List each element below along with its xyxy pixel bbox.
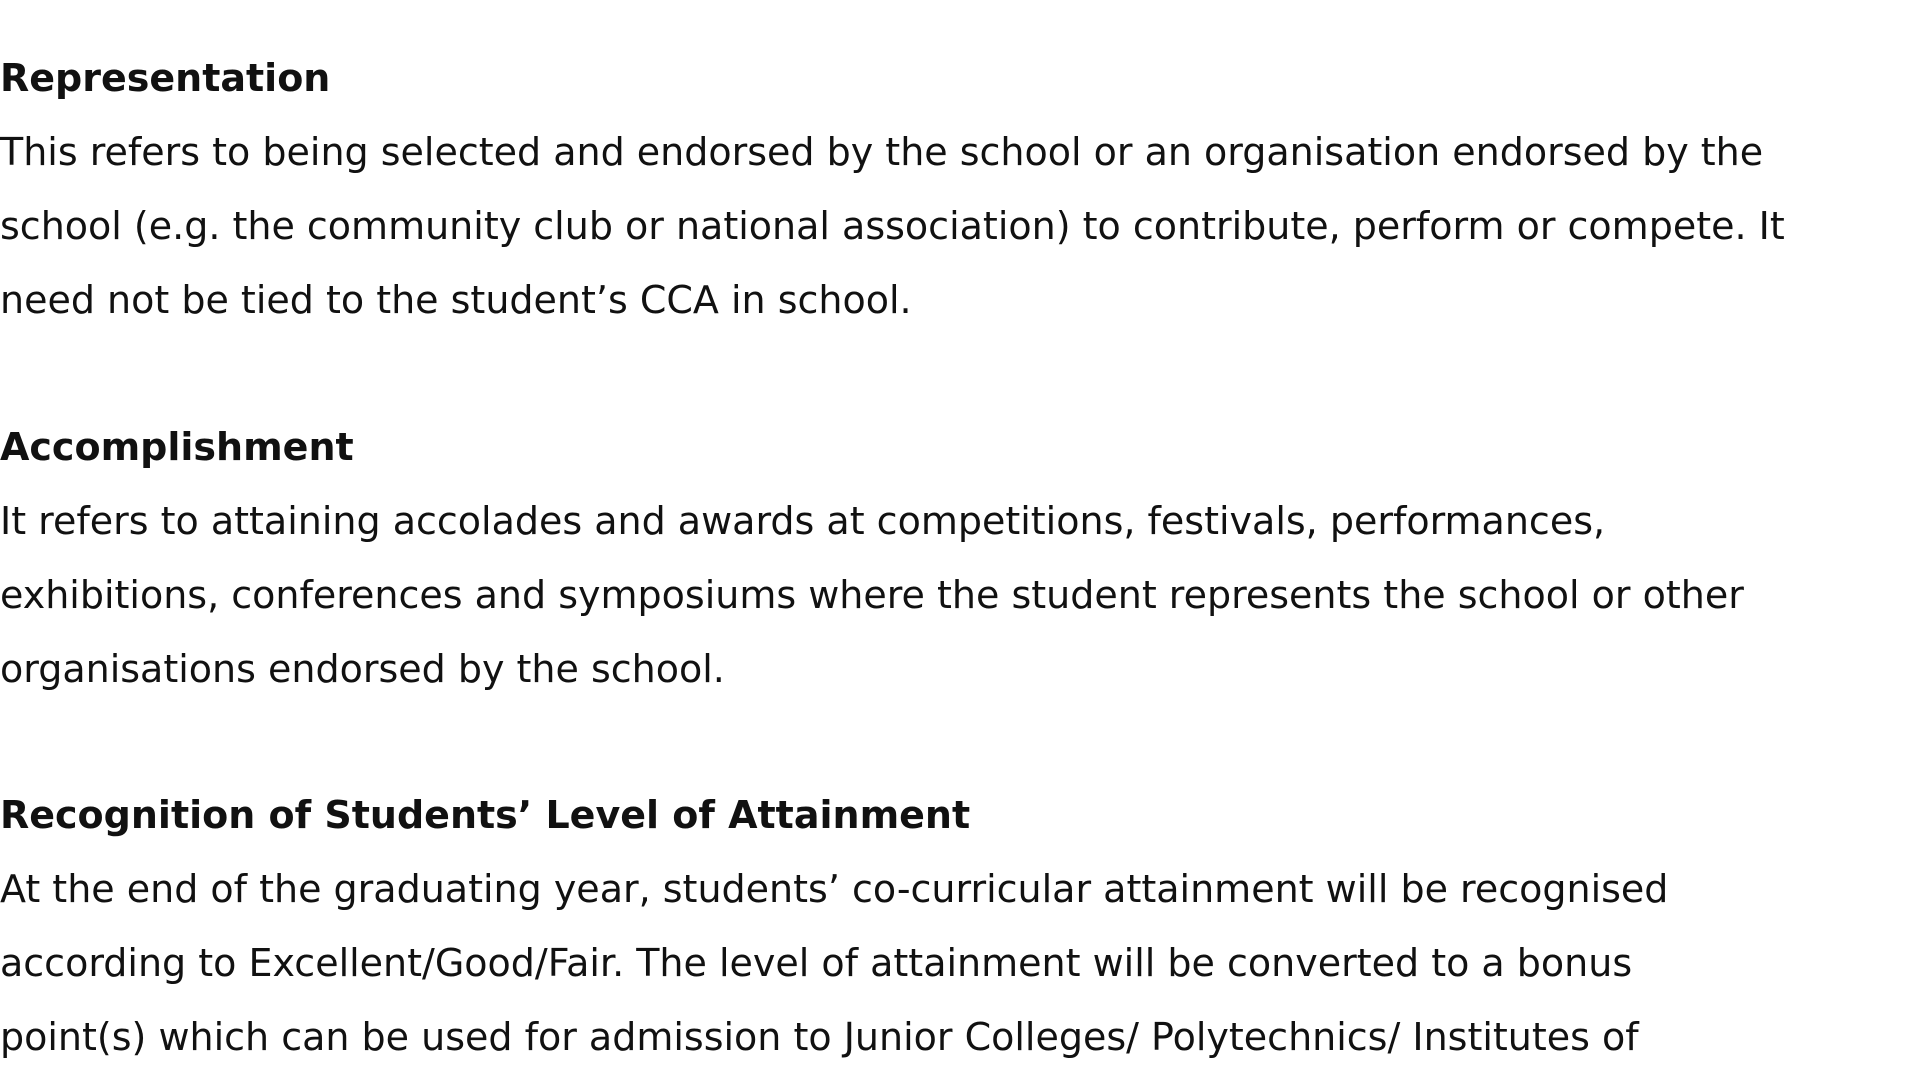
body-text-line: exhibitions, conferences and symposiums where the student represents the school or other [0,573,1744,617]
body-text-line: need not be tied to the student’s CCA in school. [0,278,912,322]
section-accomplishment [0,410,1920,706]
body-text-line: It refers to attaining accolades and awards at competitions, festivals, performances, [0,499,1606,543]
body-text-line: point(s) which can be used for admission to Junior Colleges/ Polytechnics/ Institutes of [0,1015,1639,1059]
body-text-line: school (e.g. the community club or national association) to contribute, perform or compete. It [0,204,1785,248]
section-representation [0,41,1920,337]
section-heading: Representation [0,56,331,100]
body-text-line: At the end of the graduating year, students’ co-curricular attainment will be recognised [0,867,1669,911]
section-recognition [0,778,1920,1074]
section-heading: Recognition of Students’ Level of Attainment [0,793,971,837]
body-text-line: This refers to being selected and endorsed by the school or an organisation endorsed by the [0,130,1764,174]
body-text-line: organisations endorsed by the school. [0,647,725,691]
section-heading: Accomplishment [0,425,354,469]
body-text-line: according to Excellent/Good/Fair. The level of attainment will be converted to a bonus [0,941,1633,985]
